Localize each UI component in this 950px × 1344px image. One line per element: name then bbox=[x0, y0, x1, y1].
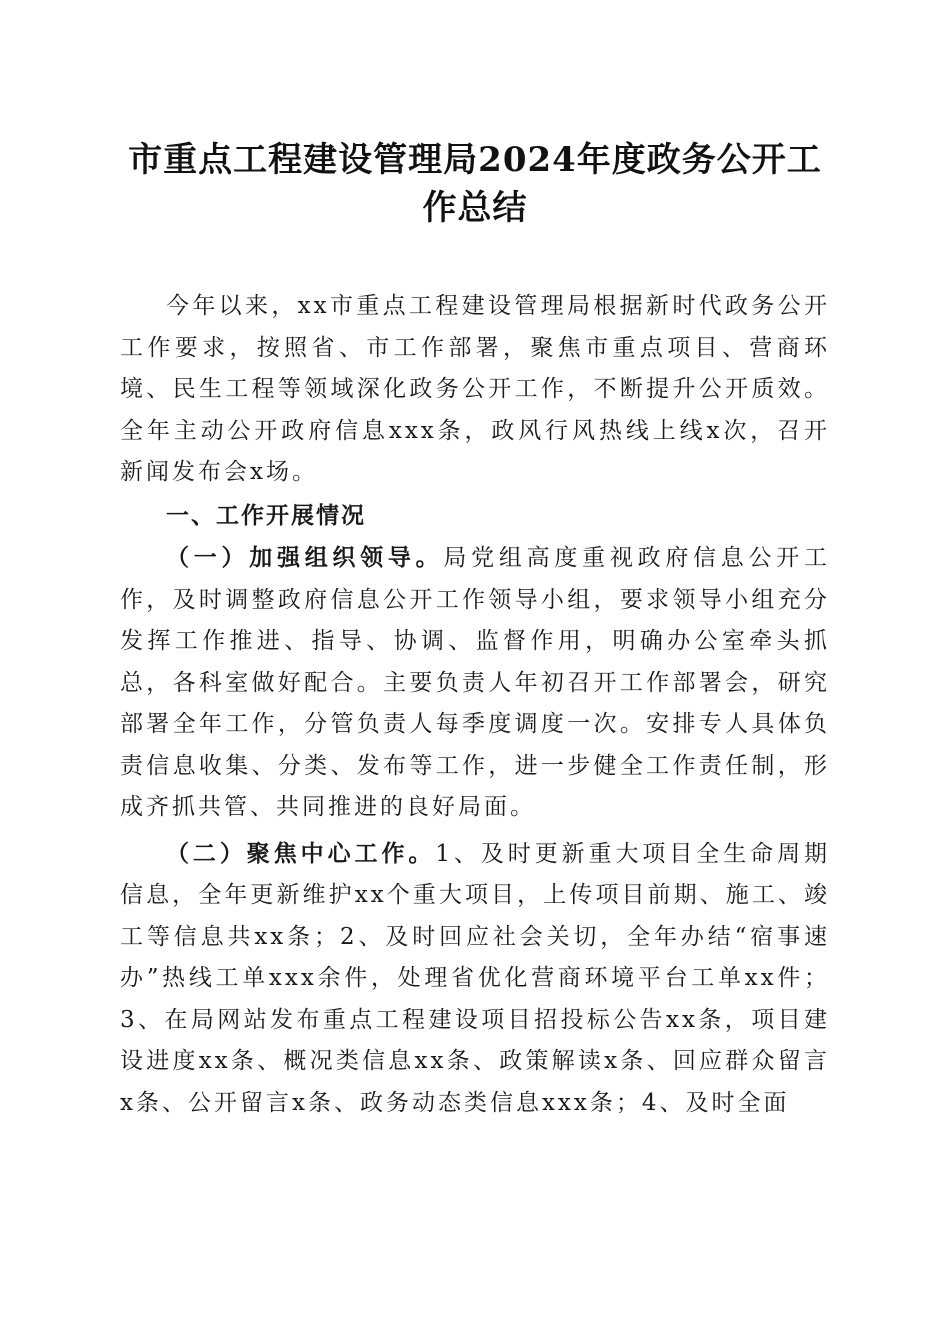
paragraph-focus-central-work bbox=[120, 833, 830, 1125]
item-2-lead: （二）聚焦中心工作。 bbox=[166, 839, 436, 867]
document-body bbox=[120, 286, 830, 1124]
item-1-text: 局党组高度重视政府信息公开工作，及时调整政府信息公开工作领导小组，要求领导小组充分发挥工作推进、指导、协调、监督作用，明确办公室牵头抓总，各科室做好配合。主要负责人年初召开工作部署会，研究部署全年工作，分管负责人每季度调度一次。安排专人具体负责信息收集、分类、发布等工作，进一步健全工作责任制，形成齐抓共管、共同推进的良好局面。 bbox=[120, 545, 831, 820]
paragraph-strengthen-leadership bbox=[120, 537, 830, 829]
intro-paragraph: 今年以来，xx市重点工程建设管理局根据新时代政务公开工作要求，按照省、市工作部署，聚焦市重点项目、营商环境、民生工程等领域深化政务公开工作，不断提升公开质效。全年主动公开政府信息xxx条，政风行风热线上线x次，召开新闻发布会x场。 bbox=[120, 293, 830, 485]
item-2-text: 1、及时更新重大项目全生命周期信息，全年更新维护xx个重大项目，上传项目前期、施工、竣工等信息共xx条；2、及时回应社会关切，全年办结“宿事速办”热线工单xxx余件，处理省优化营商环境平台工单xx件；3、在局网站发布重点工程建设项目招投标公告xx条，项目建设进度xx条、概况类信息xx条、政策解读x条、回应群众留言x条、公开留言x条、政务动态类信息xxx条；4、及时全面 bbox=[120, 840, 831, 1116]
document-title: 市重点工程建设管理局2024年度政务公开工作总结 bbox=[128, 140, 822, 228]
item-1-lead: （一）加强组织领导。 bbox=[166, 544, 444, 571]
section-heading-work-progress: 一、工作开展情况 bbox=[166, 502, 366, 529]
